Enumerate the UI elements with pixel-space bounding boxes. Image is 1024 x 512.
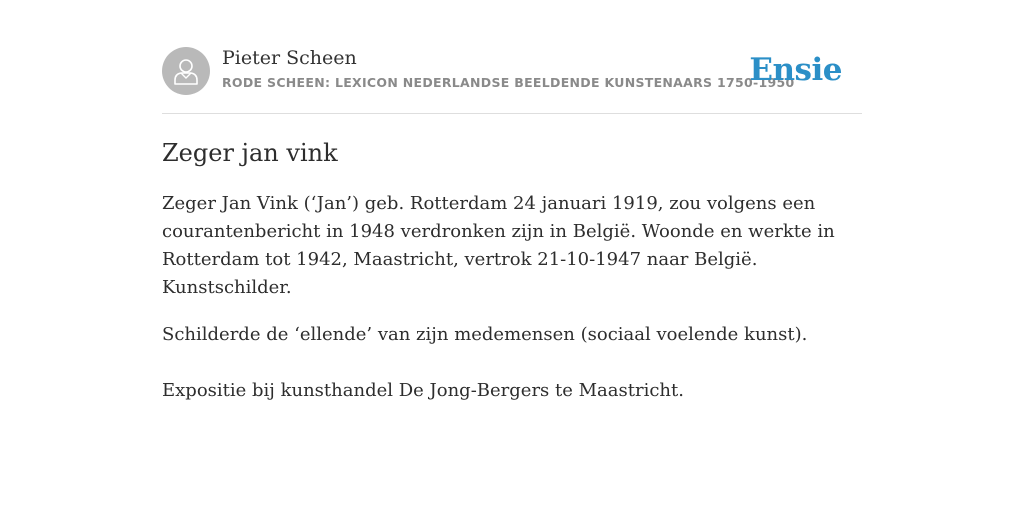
author-header xyxy=(162,46,862,96)
article-body xyxy=(162,190,862,405)
avatar xyxy=(162,47,210,95)
author-name[interactable]: Pieter Scheen xyxy=(222,47,357,69)
paragraph: Expositie bij kunsthandel De Jong-Bergers te Maastricht. xyxy=(162,380,684,401)
article-title: Zeger jan vink xyxy=(162,139,338,167)
paragraph: Schilderde de ‘ellende’ van zijn medemensen (sociaal voelende kunst). xyxy=(162,324,808,345)
ensie-logo[interactable]: Ensie xyxy=(749,52,842,88)
paragraph: Zeger Jan Vink (‘Jan’) geb. Rotterdam 24 januari 1919, zou volgens een courantenbericht in 1948 verdronken zijn in België. Woonde en werkte in Rotterdam tot 1942, Maastricht, vertrok 21-10-1947 naar België. Kunstschilder. xyxy=(162,193,835,298)
source-title[interactable]: RODE SCHEEN: LEXICON NEDERLANDSE BEELDENDE KUNSTENAARS 1750-1950 xyxy=(222,75,795,90)
user-icon xyxy=(172,56,200,86)
divider xyxy=(162,113,862,114)
